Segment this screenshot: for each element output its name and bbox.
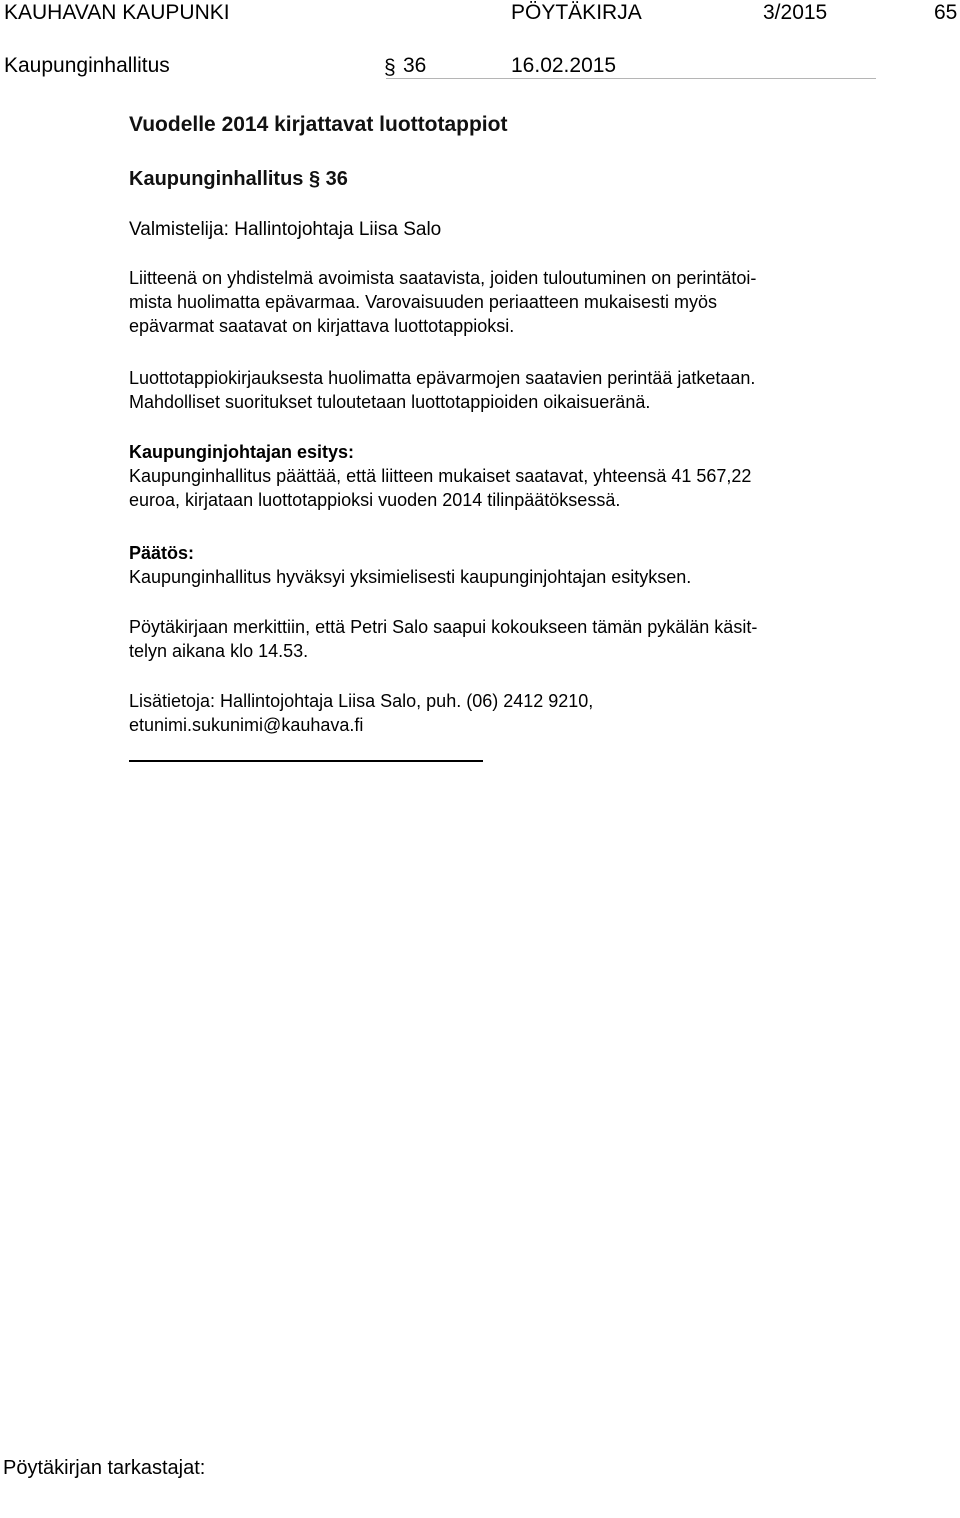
header-date: 16.02.2015 bbox=[511, 54, 617, 77]
page-number: 65 bbox=[934, 1, 958, 24]
paragraph-line: mista huolimatta epävarmaa. Varovaisuuden periaatteen mukaisesti myös bbox=[129, 292, 717, 312]
preparer-text: Valmistelija: Hallintojohtaja Liisa Salo bbox=[129, 219, 442, 240]
paragraph-line: Lisätietoja: Hallintojohtaja Liisa Salo, puh. (06) 2412 9210, bbox=[129, 691, 594, 711]
contact-email: etunimi.sukunimi@kauhava.fi bbox=[129, 715, 364, 735]
paragraph-line: telyn aikana klo 14.53. bbox=[129, 641, 309, 661]
document-number: 3/2015 bbox=[763, 1, 828, 24]
closing-rule bbox=[129, 760, 483, 762]
paragraph-collection bbox=[129, 366, 889, 414]
paragraph-line: Luottotappiokirjauksesta huolimatta epävarmojen saatavien perintää jatketaan. bbox=[129, 368, 756, 388]
reviewers-label: Pöytäkirjan tarkastajat: bbox=[3, 1457, 206, 1479]
minutes-note bbox=[129, 615, 889, 663]
document-type: PÖYTÄKIRJA bbox=[511, 1, 642, 24]
paragraph-line: Kaupunginhallitus päättää, että liitteen mukaiset saatavat, yhteensä 41 567,22 bbox=[129, 466, 752, 486]
paragraph-line: epävarmat saatavat on kirjattava luottotappioksi. bbox=[129, 316, 515, 336]
header-rule bbox=[386, 78, 876, 79]
paragraph-line: Mahdolliset suoritukset tuloutetaan luottotappioiden oikaisueränä. bbox=[129, 392, 651, 412]
paragraph-line: Pöytäkirjaan merkittiin, että Petri Salo saapui kokoukseen tämän pykälän käsit- bbox=[129, 617, 758, 637]
paragraph-line: euroa, kirjataan luottotappioksi vuoden 2014 tilinpäätöksessä. bbox=[129, 490, 621, 510]
header-section-number: 36 bbox=[403, 54, 427, 77]
page-title: Vuodelle 2014 kirjattavat luottotappiot bbox=[129, 113, 508, 136]
section-symbol: § bbox=[384, 56, 396, 79]
section-subtitle: Kaupunginhallitus § 36 bbox=[129, 168, 348, 190]
decision bbox=[129, 541, 889, 589]
paragraph-line: Kaupunginhallitus hyväksyi yksimielisesti kaupunginjohtajan esityksen. bbox=[129, 567, 692, 587]
header-body-name: Kaupunginhallitus bbox=[4, 54, 170, 77]
paragraph-background bbox=[129, 266, 889, 338]
mayor-proposal bbox=[129, 440, 889, 512]
preparer-line bbox=[129, 218, 889, 242]
contact-info bbox=[129, 689, 889, 737]
municipality-name: KAUHAVAN KAUPUNKI bbox=[4, 1, 230, 24]
decision-heading: Päätös: bbox=[129, 543, 195, 563]
proposal-heading: Kaupunginjohtajan esitys: bbox=[129, 442, 355, 462]
paragraph-line: Liitteenä on yhdistelmä avoimista saatavista, joiden tuloutuminen on perintätoi- bbox=[129, 268, 757, 288]
